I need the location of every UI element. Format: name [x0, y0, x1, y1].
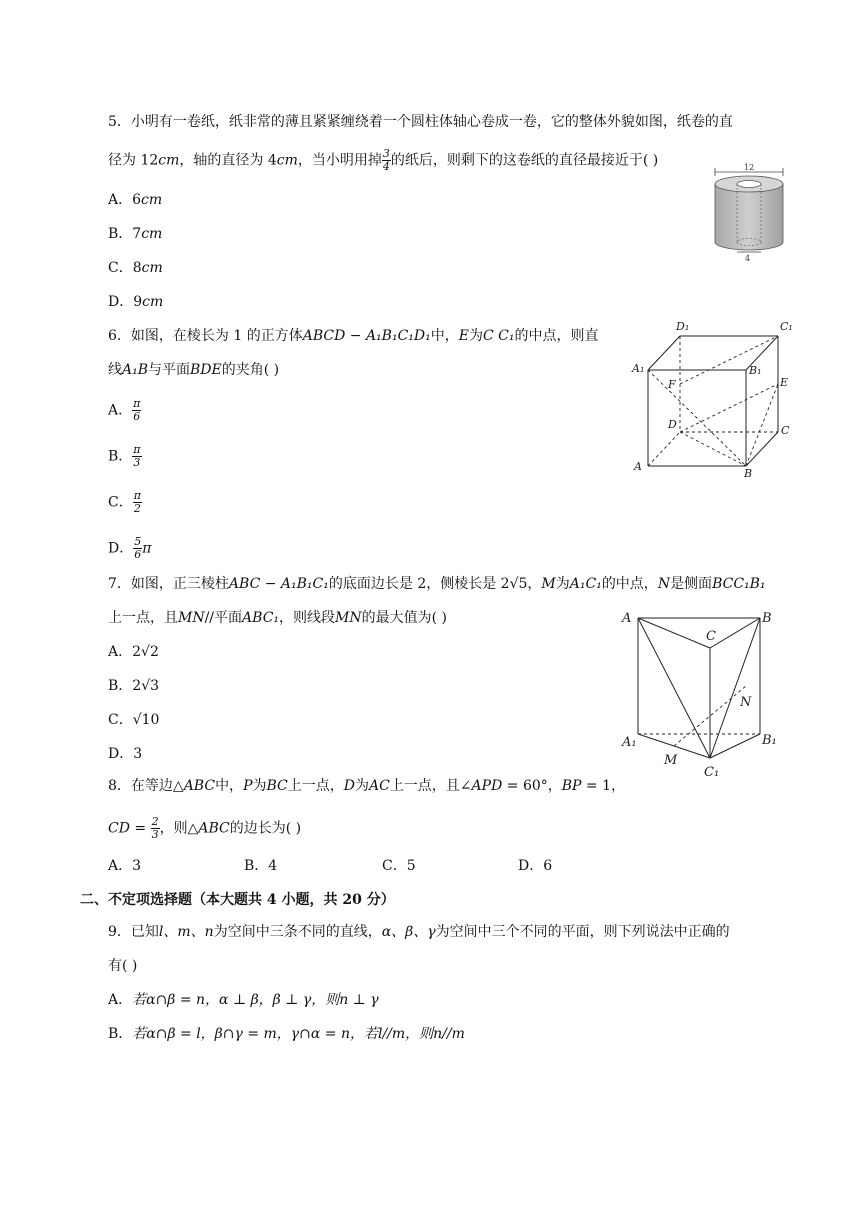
q7-option-d[interactable]: D．3	[108, 746, 143, 762]
q8-option-a[interactable]: A．3	[108, 858, 142, 874]
q8-option-d[interactable]: D．6	[518, 858, 553, 874]
q5-unit: cm	[276, 152, 298, 169]
q6-line1: 6．如图，在棱长为 1 的正方体ABCD − A₁B₁C₁D₁中，E为C C₁的中点，则直	[108, 328, 599, 344]
fig-label: A₁	[632, 362, 645, 375]
q7-option-a[interactable]: A．2√2	[108, 644, 159, 660]
q5-text: 的纸后，则剩下的这卷纸的直径最接近于( )	[390, 152, 659, 169]
fig-label: B	[744, 467, 753, 480]
fig-label: C₁	[780, 320, 793, 333]
paper-roll-figure	[705, 162, 795, 262]
q5-option-c[interactable]: C．8cm	[108, 260, 163, 276]
q9-option-a[interactable]: A．若α∩β = n，α ⊥ β，β ⊥ γ，则n ⊥ γ	[108, 992, 379, 1008]
q6-option-d[interactable]: D． $\frac{5}{6}$ π	[108, 535, 152, 561]
fig-label: F	[668, 378, 676, 391]
cube-figure	[628, 316, 800, 484]
fig-label: D	[668, 418, 677, 431]
q5-line2	[108, 148, 658, 173]
q5-text: 径为 12	[108, 152, 159, 169]
q9-line2: 有( )	[108, 958, 138, 974]
q5-fraction: $\frac{3}{4}$	[382, 147, 390, 173]
q9-line1: 9．已知l、m、n为空间中三条不同的直线，α、β、γ为空间中三个不同的平面，则下列说法中正确的	[108, 924, 730, 940]
fig-label: N	[740, 695, 752, 710]
q5-text: ，轴的直径为 4	[179, 152, 277, 169]
q5-line1: 5．小明有一卷纸，纸非常的薄且紧紧缠绕着一个圆柱体轴心卷成一卷，它的整体外貌如图，纸卷的直	[108, 114, 733, 130]
fig-label: B	[762, 611, 772, 626]
q5-option-d[interactable]: D．9cm	[108, 294, 164, 310]
section-heading: 二、不定项选择题（本大题共 4 小题，共 20 分）	[80, 892, 395, 908]
q5-option-a[interactable]: A．6cm	[108, 192, 163, 208]
q8-line2: CD = $\frac{2}{3}$ ，则△ABC的边长为( )	[108, 815, 302, 841]
q7-option-b[interactable]: B．2√3	[108, 678, 160, 694]
fig-label: B₁	[762, 733, 777, 748]
fig-label: A₁	[622, 735, 637, 750]
q6-option-b[interactable]: B． $\frac{\pi}{3}$	[108, 443, 141, 469]
q6-line2: 线A₁B与平面BDE的夹角( )	[108, 362, 280, 378]
q8-option-b[interactable]: B．4	[244, 858, 278, 874]
q7-option-c[interactable]: C．√10	[108, 712, 160, 728]
fig-label: M	[664, 753, 678, 768]
fig-label: D₁	[676, 320, 690, 333]
q8-option-c[interactable]: C．5	[382, 858, 416, 874]
q7-line1: 7．如图，正三棱柱ABC − A₁B₁C₁的底面边长是 2，侧棱长是 2√5，M为A₁C₁的中点，N是侧面BCC₁B₁	[108, 576, 766, 592]
q5-text: ，当小明用掉	[297, 152, 382, 169]
fig-label: C₁	[704, 765, 720, 780]
q7-line2: 上一点，且MN//平面ABC₁，则线段MN的最大值为( )	[108, 610, 447, 626]
fig-label: 4	[745, 254, 751, 262]
fig-label: C	[781, 424, 790, 437]
fig-label: B₁	[749, 364, 762, 377]
fig-label: E	[780, 376, 789, 389]
q6-option-c[interactable]: C． $\frac{\pi}{2}$	[108, 489, 141, 515]
fig-label: A	[634, 460, 642, 473]
fig-label: A	[622, 611, 632, 626]
q8-line1: 8．在等边△ABC中，P为BC上一点，D为AC上一点，且∠APD = 60°，BP = 1，	[108, 778, 626, 794]
q6-option-a[interactable]: A． $\frac{\pi}{6}$	[108, 397, 141, 423]
fig-label: 12	[744, 163, 755, 172]
fig-label: C	[706, 629, 716, 644]
q5-unit: cm	[158, 152, 180, 169]
q5-option-b[interactable]: B．7cm	[108, 226, 163, 242]
q9-option-b[interactable]: B．若α∩β = l，β∩γ = m，γ∩α = n，若l//m，则n//m	[108, 1026, 465, 1042]
prism-figure	[618, 604, 790, 780]
